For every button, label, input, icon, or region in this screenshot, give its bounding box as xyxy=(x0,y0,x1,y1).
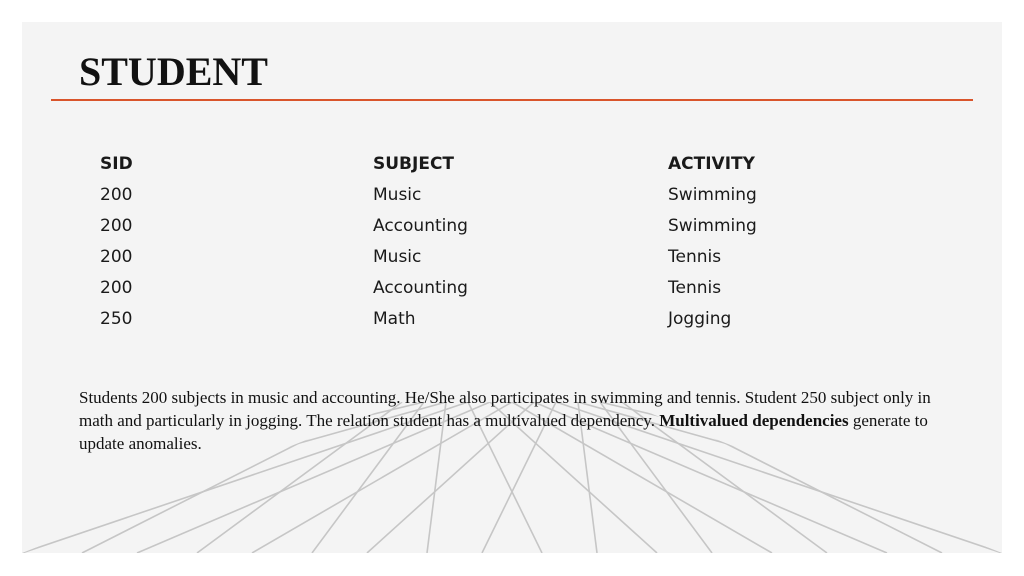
slide xyxy=(22,22,1002,553)
column-header-subject: SUBJECT xyxy=(373,153,455,174)
explanation-paragraph xyxy=(79,386,959,455)
table-header-row xyxy=(100,148,800,179)
student-table xyxy=(100,148,800,334)
cell-activity: Tennis xyxy=(668,277,722,298)
cell-activity: Tennis xyxy=(668,246,722,267)
slide-title: STUDENT xyxy=(79,49,268,94)
cell-activity: Swimming xyxy=(668,215,757,236)
cell-subject: Accounting xyxy=(373,215,468,236)
cell-subject: Music xyxy=(373,184,422,205)
table-row xyxy=(100,241,800,272)
table-row xyxy=(100,179,800,210)
table-row xyxy=(100,303,800,334)
cell-sid: 200 xyxy=(100,246,133,267)
column-header-sid: SID xyxy=(100,153,133,174)
cell-subject: Music xyxy=(373,246,422,267)
table-row xyxy=(100,272,800,303)
table-row xyxy=(100,210,800,241)
cell-sid: 250 xyxy=(100,308,133,329)
cell-sid: 200 xyxy=(100,277,133,298)
column-header-activity: ACTIVITY xyxy=(668,153,755,174)
paragraph-text-after: generate to update anomalies. xyxy=(79,411,928,453)
cell-activity: Swimming xyxy=(668,184,757,205)
paragraph-text-before: Students 200 subjects in music and accounting. He/She also participates in swimming and tennis. Student 250 subject only in math and particularly in jogging. The relation student has a multivalued dependency. xyxy=(79,388,931,430)
paragraph-bold-term: Multivalued dependencies xyxy=(659,411,849,430)
title-underline xyxy=(51,99,973,101)
cell-sid: 200 xyxy=(100,184,133,205)
cell-subject: Math xyxy=(373,308,416,329)
cell-activity: Jogging xyxy=(668,308,732,329)
cell-subject: Accounting xyxy=(373,277,468,298)
cell-sid: 200 xyxy=(100,215,133,236)
